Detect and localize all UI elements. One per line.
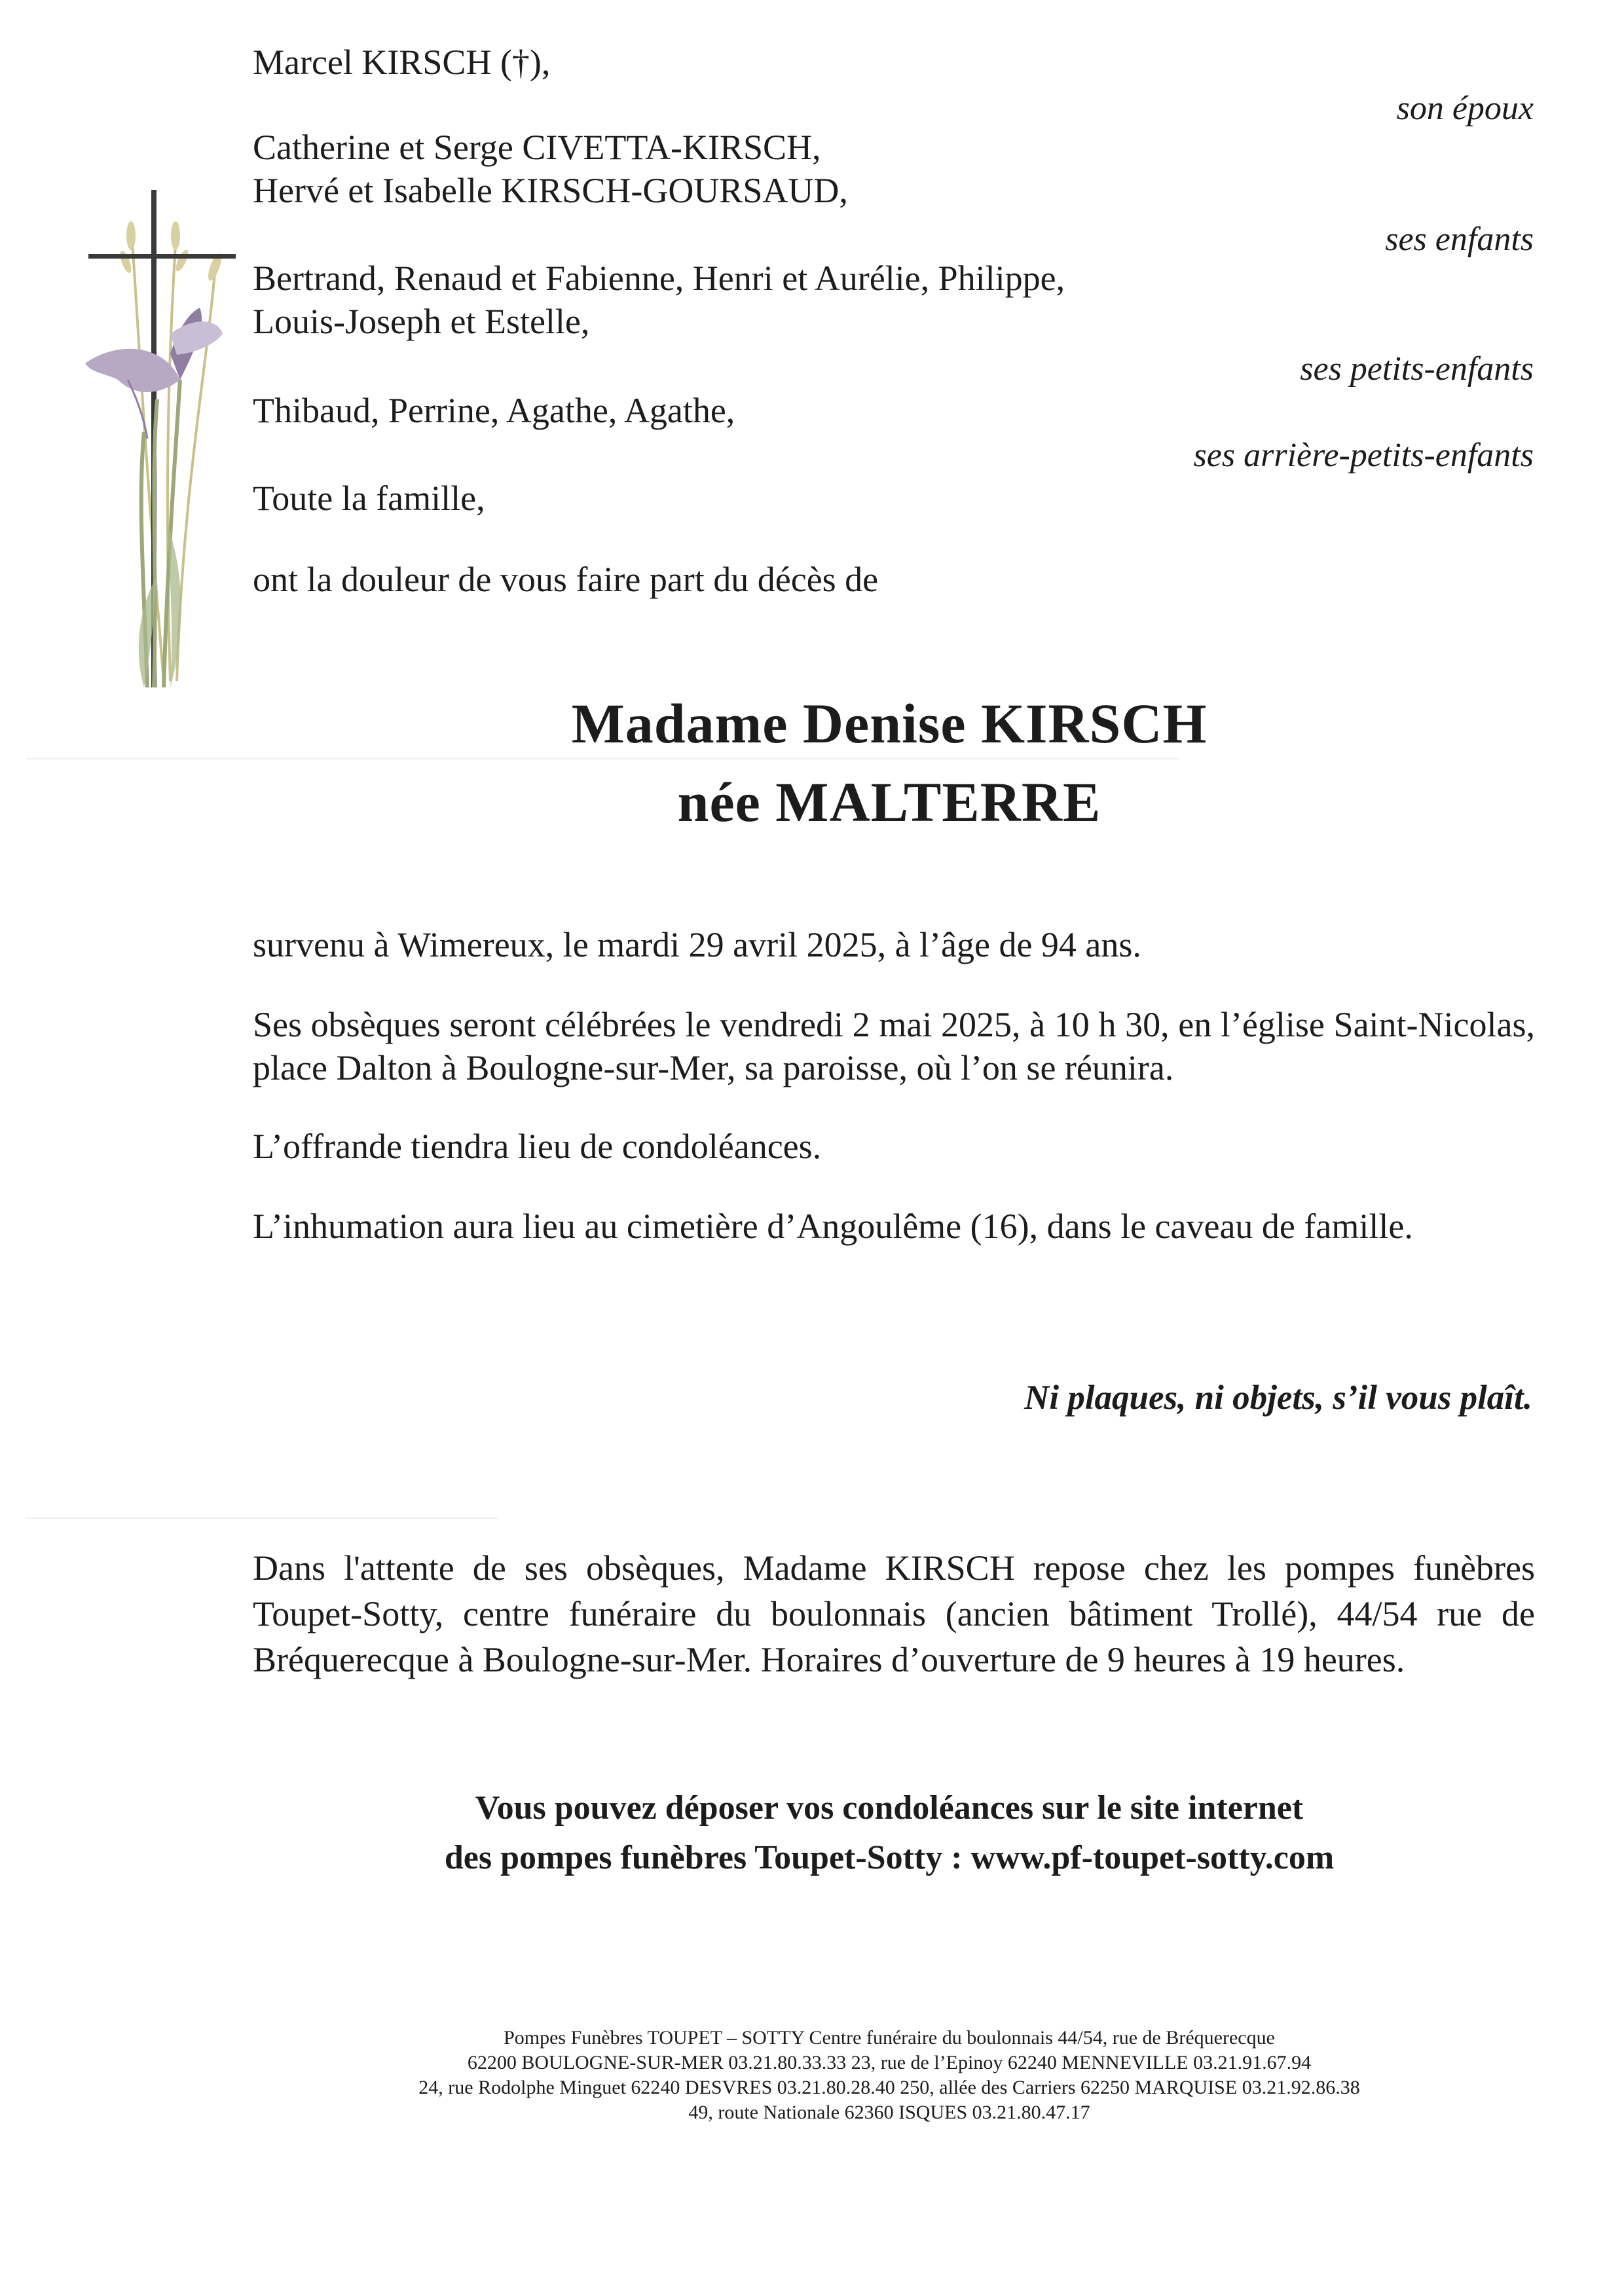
family-grandchildren-1: Bertrand, Renaud et Fabienne, Henri et Aurélie, Philippe,: [253, 259, 1065, 298]
deceased-maiden-name: née MALTERRE: [677, 771, 1101, 833]
deceased-name: Madame Denise KIRSCH: [571, 692, 1208, 755]
cross-lily-illustration: [65, 183, 249, 694]
footer-line-2: 62200 BOULOGNE-SUR-MER 03.21.80.33.33 23, rue de l’Epinoy 62240 MENNEVILLE 03.21.91.67.94: [467, 2052, 1312, 2073]
footer-line-4: 49, route Nationale 62360 ISQUES 03.21.80.47.17: [688, 2102, 1090, 2123]
family-all: Toute la famille,: [253, 479, 485, 518]
footer-line-3: 24, rue Rodolphe Minguet 62240 DESVRES 03.21.80.28.40 250, allée des Carriers 62250 MARQUISE 03.21.92.86.38: [418, 2077, 1360, 2098]
condolences-line-2: des pompes funèbres Toupet-Sotty : www.pf-toupet-sotty.com: [444, 1839, 1335, 1876]
announcement: ont la douleur de vous faire part du décès de: [253, 560, 879, 599]
family-children-2: Hervé et Isabelle KIRSCH-GOURSAUD,: [253, 171, 848, 210]
family-spouse: Marcel KIRSCH (†),: [253, 43, 551, 82]
offering-details: L’offrande tiendra lieu de condoléances.: [253, 1127, 822, 1166]
request-no-flowers: Ni plaques, ni objets, s’il vous plaît.: [1024, 1379, 1532, 1417]
relation-grandchildren: ses petits-enfants: [1300, 350, 1534, 388]
relation-great-grandchildren: ses arrière-petits-enfants: [1193, 437, 1534, 474]
condolences-line-1: Vous pouvez déposer vos condoléances sur le site internet: [475, 1789, 1304, 1827]
family-great-grandchildren: Thibaud, Perrine, Agathe, Agathe,: [253, 391, 735, 430]
divider: [26, 1518, 498, 1519]
funeral-details: Ses obsèques seront célébrées le vendredi 2 mai 2025, à 10 h 30, en l’église Saint-Nicolas, place Dalton à Boulogne-sur-Mer, sa paroisse, où l’on se réunira.: [253, 1005, 1535, 1087]
repose-details: Dans l'attente de ses obsèques, Madame KIRSCH repose chez les pompes funèbres Toupet-Sotty, centre funéraire du boulonnais (ancien bâtiment Trollé), 44/54 rue de Bréquerecque à Boulogne-sur-Mer. Horaires d’ouverture de 9 heures à 19 heures.: [253, 1548, 1535, 1679]
family-grandchildren-2: Louis-Joseph et Estelle,: [253, 302, 590, 341]
relation-children: ses enfants: [1385, 221, 1534, 258]
footer-line-1: Pompes Funèbres TOUPET – SOTTY Centre funéraire du boulonnais 44/54, rue de Bréquerecque: [504, 2027, 1275, 2049]
burial-details: L’inhumation aura lieu au cimetière d’Angoulême (16), dans le caveau de famille.: [253, 1207, 1413, 1246]
family-children-1: Catherine et Serge CIVETTA-KIRSCH,: [253, 128, 821, 167]
death-details: survenu à Wimereux, le mardi 29 avril 2025, à l’âge de 94 ans.: [253, 925, 1141, 964]
relation-spouse: son époux: [1396, 90, 1534, 127]
